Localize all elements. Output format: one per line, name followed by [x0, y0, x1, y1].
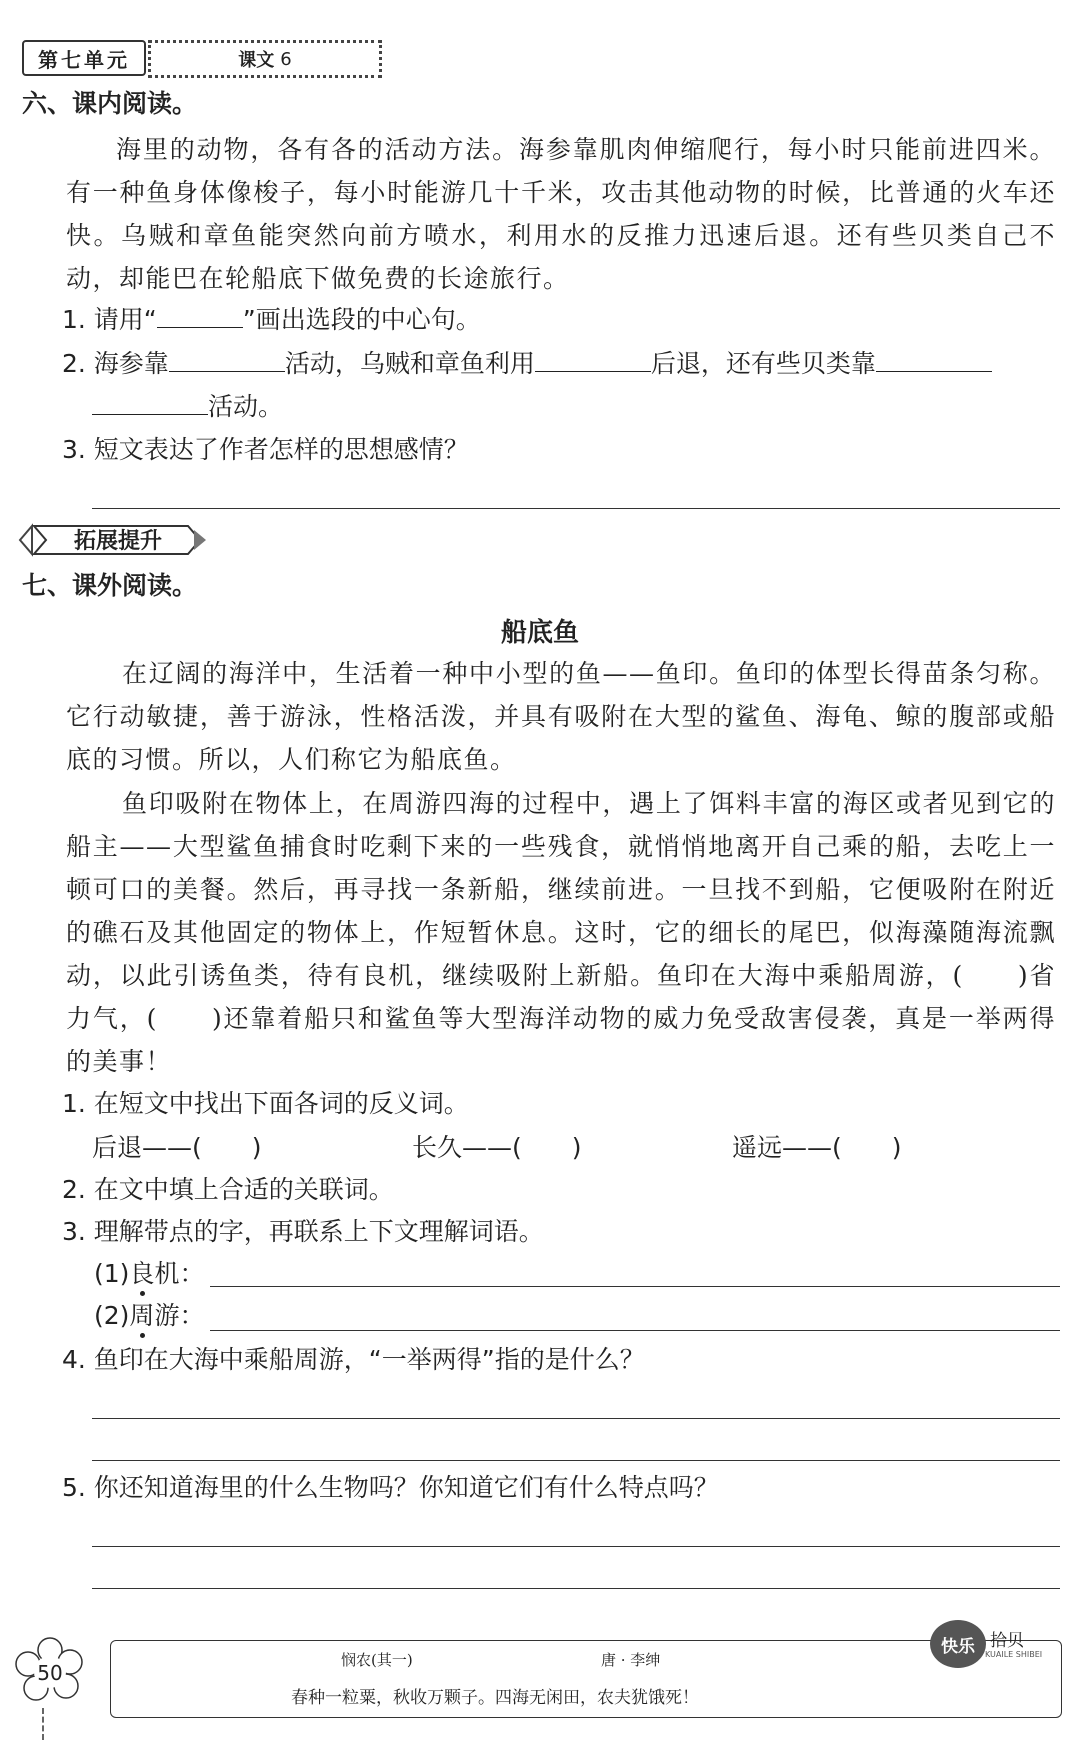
s6-q1-text-a: 1. 请用“	[62, 305, 157, 334]
s6-q2-text-c: 后退，还有些贝类靠	[650, 349, 876, 378]
lesson-text: 课文	[238, 50, 275, 71]
dotted-char-liang: 良	[129, 1259, 155, 1288]
lesson-label	[148, 40, 382, 78]
s7-q3-item-2-line[interactable]	[210, 1330, 1060, 1331]
article-paragraph-1: 在辽阔的海洋中，生活着一种中小型的鱼——鱼印。鱼印的体型长得苗条匀称。它行动敏捷，善于游泳，性格活泼，并具有吸附在大型的鲨鱼、海龟、鲸的腹部或船底的习惯。所以，人们称它为船底鱼。	[66, 659, 1056, 774]
s7-question-3: 3. 理解带点的字，再联系上下文理解词语。	[62, 1217, 544, 1246]
s7-q3-item-1-rest: 机：	[154, 1259, 205, 1288]
s7-q3-item-2-num: (2)	[94, 1301, 130, 1330]
s6-question-2-cont	[92, 385, 283, 428]
poem-text: 春种一粒粟，秋收万颗子。四海无闲田，农夫犹饿死！	[291, 1688, 699, 1708]
logo-badge: 快乐	[930, 1620, 986, 1668]
unit-label: 第七单元	[22, 40, 146, 76]
antonym-item-3[interactable]: 遥远——( )	[732, 1133, 902, 1162]
s6-question-3: 3. 短文表达了作者怎样的思想感情？	[62, 435, 469, 464]
s7-q3-item-2-rest: 游：	[154, 1301, 205, 1330]
s7-q3-item-1	[94, 1252, 204, 1295]
s6-q2-text-a: 2. 海参靠	[62, 349, 169, 378]
s7-q5-answer-line-2[interactable]	[92, 1588, 1060, 1589]
s6-q2-blank-4[interactable]	[92, 386, 208, 415]
flower-stem	[42, 1708, 44, 1740]
s7-q3-item-1-num: (1)	[94, 1259, 130, 1288]
poem-title: 悯农(其一)	[341, 1651, 413, 1669]
s7-q3-item-2	[94, 1294, 204, 1337]
s7-q5-answer-line-1[interactable]	[92, 1546, 1060, 1547]
s6-q2-blank-2[interactable]	[535, 343, 651, 372]
s6-q1-blank[interactable]	[157, 299, 243, 328]
dotted-char-zhou: 周	[129, 1301, 155, 1330]
banner-label: 拓展提升	[73, 529, 163, 554]
s6-q2-text-d: 活动。	[208, 392, 284, 421]
s6-question-1	[62, 298, 481, 341]
s7-q4-answer-line-2[interactable]	[92, 1460, 1060, 1461]
article-title: 船底鱼	[500, 618, 579, 648]
section6-paragraph: 海里的动物，各有各的活动方法。海参靠肌肉伸缩爬行，每小时只能前进四米。有一种鱼身体像梭子，每小时能游几十千米，攻击其他动物的时候，比普通的火车还快。乌贼和章鱼能突然向前方喷水，利用水的反推力迅速后退。还有些贝类自己不动，却能巴在轮船底下做免费的长途旅行。	[66, 135, 1056, 293]
article-paragraph-2: 鱼印吸附在物体上，在周游四海的过程中，遇上了饵料丰富的海区或者见到它的船主——大型鲨鱼捕食时吃剩下来的一些残食，就悄悄地离开自己乘的船，去吃上一顿可口的美餐。然后，再寻找一条新船，继续前进。一旦找不到船，它便吸附在附近的礁石及其他固定的物体上，作短暂休息。这时，它的细长的尾巴，似海藻随海流飘动，以此引诱鱼类，待有良机，继续吸附上新船。鱼印在大海中乘船周游，( )省力气，( )还靠着船只和鲨鱼等大型海洋动物的威力免受敌害侵袭，真是一举两得的美事！	[66, 789, 1056, 1076]
extension-banner	[18, 522, 208, 558]
s6-q2-text-b: 活动，乌贼和章鱼利用	[284, 349, 535, 378]
s7-question-4: 4. 鱼印在大海中乘船周游，“一举两得”指的是什么？	[62, 1345, 645, 1374]
page-number-flower	[14, 1636, 86, 1708]
poem-author: 唐 · 李绅	[601, 1651, 661, 1669]
antonym-item-1[interactable]: 后退——( )	[92, 1133, 262, 1162]
s6-q2-blank-1[interactable]	[169, 343, 285, 372]
lesson-number: 6	[280, 48, 292, 70]
logo-small-text: KUAILE SHIBEI	[985, 1650, 1043, 1659]
page-number: 50	[37, 1661, 63, 1685]
poem-box	[110, 1640, 1062, 1718]
s7-q4-answer-line-1[interactable]	[92, 1418, 1060, 1419]
s7-question-2: 2. 在文中填上合适的关联词。	[62, 1175, 394, 1204]
s6-q1-text-b: ”画出选段的中心句。	[242, 305, 481, 334]
s7-question-5: 5. 你还知道海里的什么生物吗？你知道它们有什么特点吗？	[62, 1473, 719, 1502]
s7-question-1: 1. 在短文中找出下面各词的反义词。	[62, 1089, 469, 1118]
logo-text: 拾贝	[990, 1631, 1024, 1651]
s6-question-2	[62, 342, 992, 385]
s7-q3-item-1-line[interactable]	[210, 1286, 1060, 1287]
s6-q2-blank-3[interactable]	[876, 343, 992, 372]
section7-heading: 七、课外阅读。	[22, 571, 198, 600]
s6-q3-answer-line[interactable]	[92, 508, 1060, 509]
section6-heading: 六、课内阅读。	[22, 89, 198, 118]
antonym-item-2[interactable]: 长久——( )	[412, 1133, 582, 1162]
